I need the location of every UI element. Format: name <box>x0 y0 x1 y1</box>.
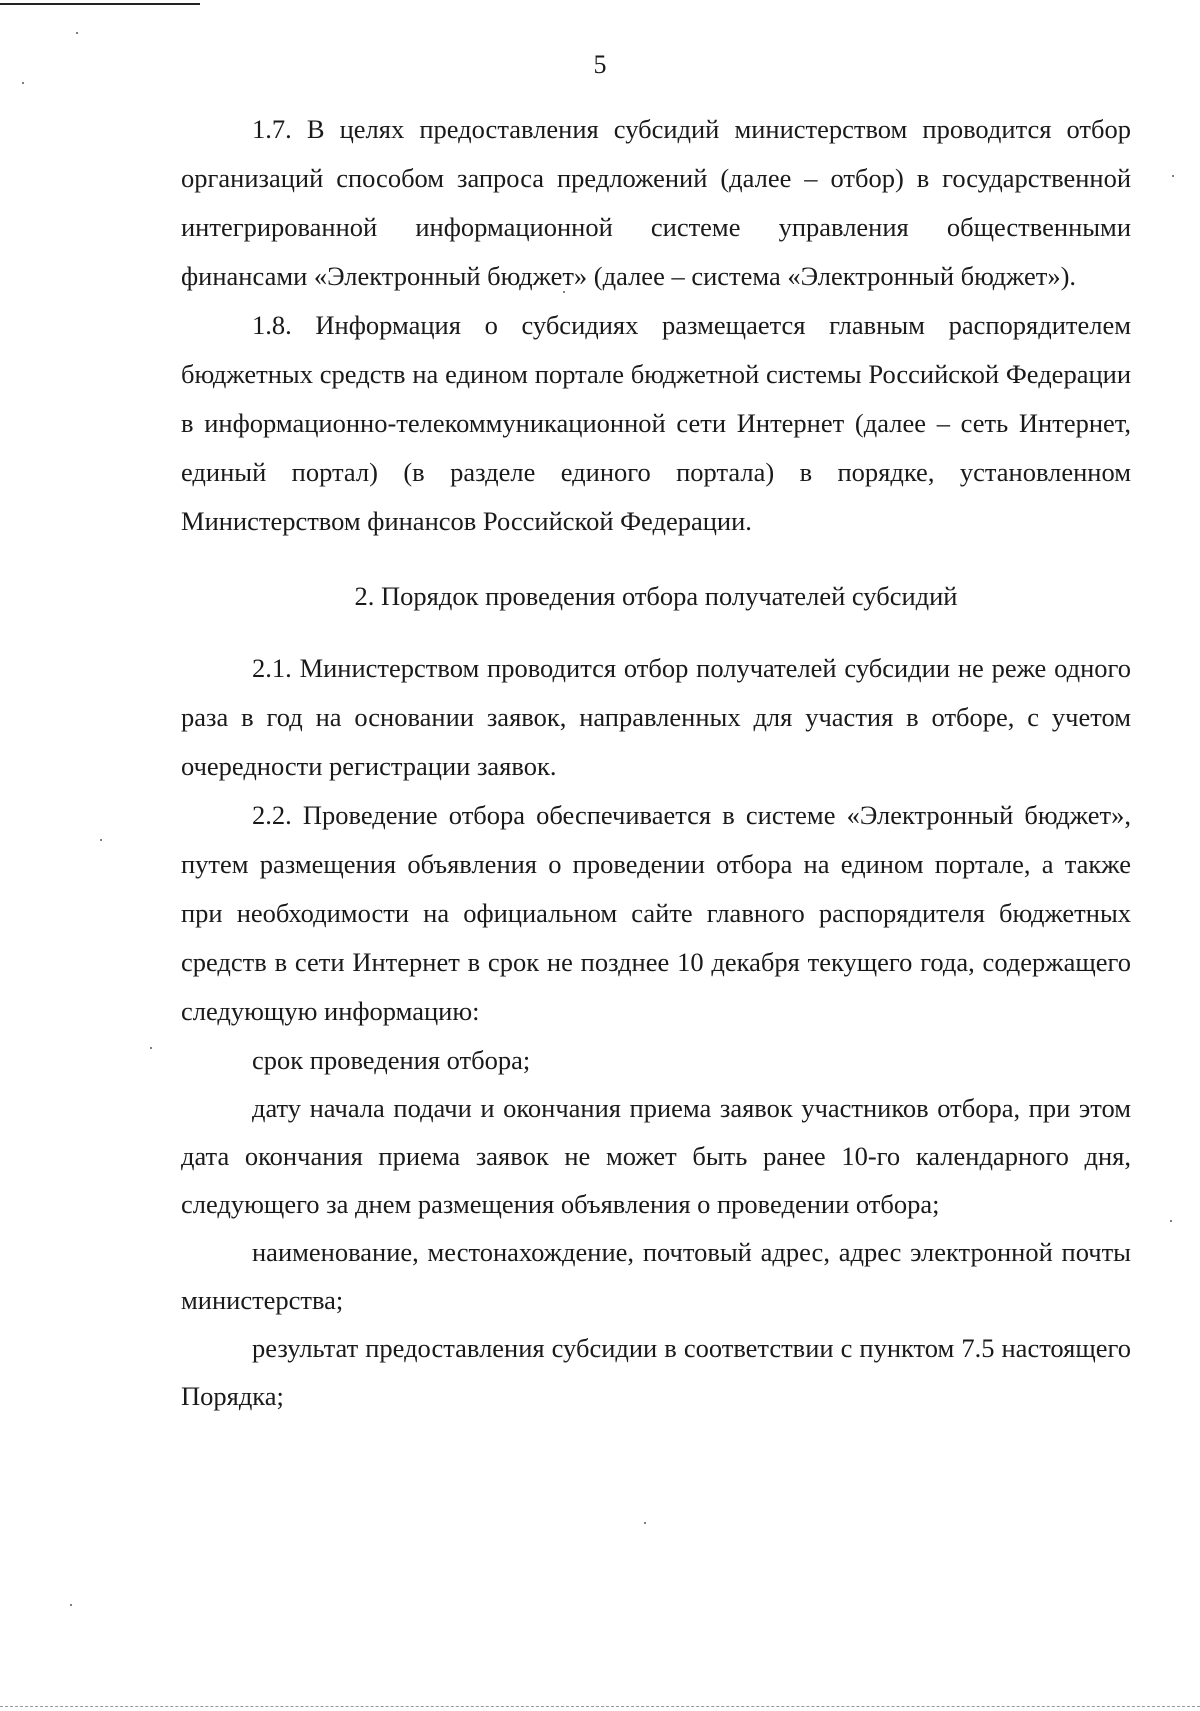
list-item-result: результат предоставления субсидии в соответствии с пунктом 7.5 настоящего Порядка; <box>181 1333 1131 1411</box>
spacer <box>181 546 1131 572</box>
paragraph-2-2: 2.2. Проведение отбора обеспечивается в системе «Электронный бюджет», путем размещения объявления о проведении отбора на едином портале, а также при необходимости на официальном сайте главного распорядителя бюджетных средств в сети Интернет в срок не позднее 10 декабря текущего года, содержащего следующую информацию: <box>181 800 1131 1026</box>
spacer <box>181 621 1131 644</box>
paragraph-2-1: 2.1. Министерством проводится отбор получателей субсидии не реже одного раза в год на основании заявок, направленных для участия в отборе, с учетом очередности регистрации заявок. <box>181 653 1131 781</box>
scan-edge-line <box>0 3 200 5</box>
list-item-dates: дату начала подачи и окончания приема заявок участников отбора, при этом дата окончания приема заявок не может быть ранее 10-го календарного дня, следующего за днем размещения объявления о проведении отбора; <box>181 1093 1131 1219</box>
document-body <box>181 105 1131 1420</box>
scan-speck <box>1172 175 1174 177</box>
scan-speck <box>100 839 102 841</box>
scan-speck <box>150 1047 152 1049</box>
paragraph-1-7: 1.7. В целях предоставления субсидий министерством проводится отбор организаций способом запроса предложений (далее – отбор) в государственной интегрированной информационной системе управления общественными финансами «Электронный бюджет» (далее – система «Электронный бюджет»). <box>181 114 1131 291</box>
scan-speck <box>76 32 78 34</box>
list-item-address: наименование, местонахождение, почтовый адрес, адрес электронной почты министерства; <box>181 1237 1131 1315</box>
scan-speck <box>70 1604 72 1606</box>
list-item-deadline: срок проведения отбора; <box>252 1045 531 1075</box>
scan-edge-line <box>0 1706 1200 1708</box>
scan-speck <box>22 82 24 84</box>
scan-speck <box>644 1522 646 1524</box>
scan-speck <box>1170 1220 1172 1222</box>
paragraph-1-8: 1.8. Информация о субсидиях размещается главным распорядителем бюджетных средств на едином портале бюджетной системы Российской Федерации в информационно-телекоммуникационной сети Интернет (далее – сеть Интернет, единый портал) (в разделе единого портала) в порядке, установленном Министерством финансов Российской Федерации. <box>181 310 1131 536</box>
page-number: 5 <box>593 50 607 79</box>
scan-speck <box>563 291 565 293</box>
section-heading: 2. Порядок проведения отбора получателей субсидий <box>354 581 958 611</box>
